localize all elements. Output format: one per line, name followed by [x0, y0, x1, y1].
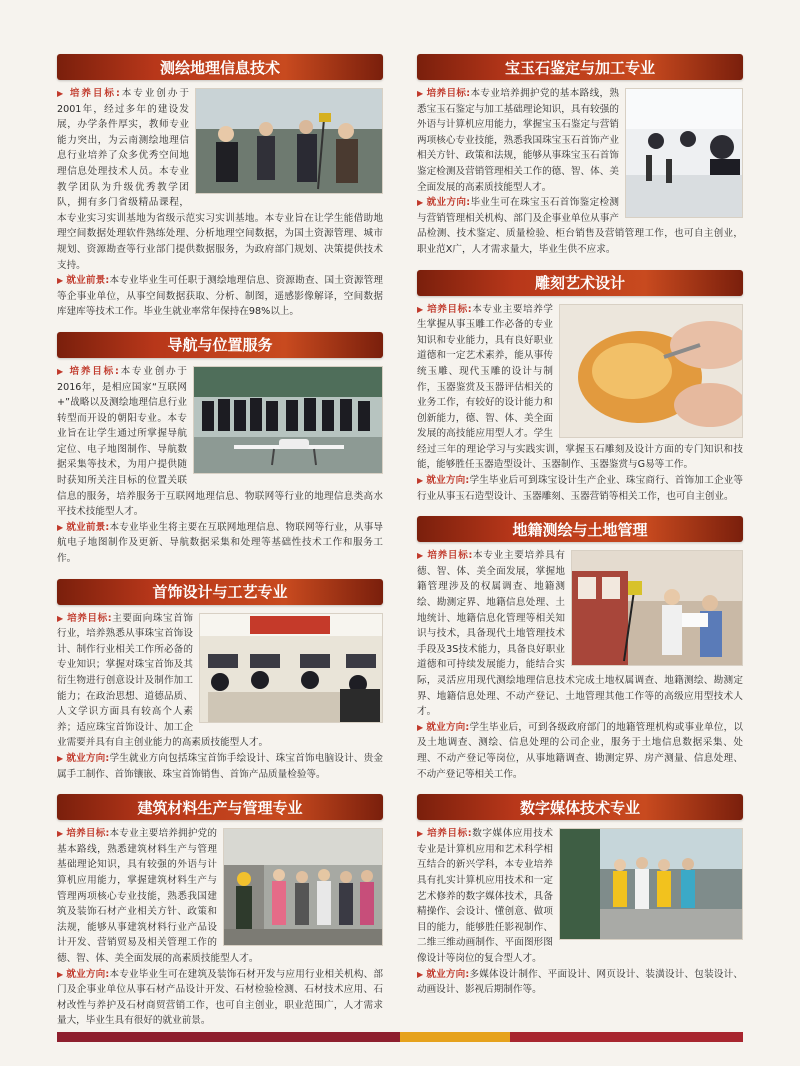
section-title: 建筑材料生产与管理专业	[57, 794, 383, 820]
text-direction: 学生就业方向包括珠宝首饰手绘设计、珠宝首饰电脑设计、贵金属手工制作、首饰镶嵌、珠宝首饰销售、首饰产品质量检验等。	[57, 752, 384, 780]
photo-land-survey	[571, 550, 743, 666]
section-diaoke	[417, 270, 743, 505]
text-outlook: 本专业毕业生将主要在互联网地理信息、物联网等行业，从事导航电子地图制作及更新、导航数据采集和处理等基础性技术工作和服务工作。	[57, 521, 384, 565]
section-body	[417, 302, 743, 505]
label-goal: ▶ 培养目标:	[417, 304, 472, 315]
label-direction: ▶ 就业方向:	[417, 722, 469, 733]
text-goal: 本专业主要培养拥护党的基本路线，熟悉建筑材料生产与管理基础理论知识，具有较强的外语与计算机应用能力，掌握建筑材料生产与管理两项核心专业技能，熟悉我国建筑及装饰石材产业相关方针、政策和法规，能够从事建筑材料行业产品设计开发、营销贸易及相关管理工作的德、智、体、美全面发展的高素质技能型人才。	[57, 828, 259, 964]
section-shuzi	[417, 794, 743, 998]
label-outlook: ▶ 就业前景:	[57, 522, 109, 533]
text-goal: 本专业创办于2016年，是相应国家“互联网+”战略以及测绘地理信息行业转型而开设的朝阳专业。本专业旨在让学生通过所掌握导航定位、电子地图制作、导航数据采集等技术，为用户提供随时获知所关注目标的位置关联信息的服务，培养服务于互联网地理信息、物联网等行业的地理信息类高水平技术技能型人才。	[57, 365, 383, 518]
section-title: 测绘地理信息技术	[57, 54, 383, 80]
label-goal: ▶ 培养目标:	[417, 828, 472, 839]
label-goal: ▶ 培养目标:	[57, 613, 112, 624]
text-goal: 本专业主要培养学生掌握从事玉雕工作必备的专业知识和专业能力，具有良好职业道德和一定艺术素养，能从事传统玉雕、现代玉雕的设计与制作，玉器鉴赏及玉器评估相关的业务工作，有较好的设计能力和创新能力，德、智、体、美全面发展的高技能应用型人才。学生经过三年的理论学习与实践实训，掌握玉石雕刻及设计方面的专门知识和技能，能够胜任玉器造型设计、玉器制作、玉器鉴赏与G易等工作。	[417, 303, 743, 471]
label-goal: ▶ 培养目标:	[417, 550, 472, 561]
footer-color-bar	[57, 1032, 743, 1042]
section-diji	[417, 516, 743, 782]
text-direction: 学生毕业后可到珠宝设计生产企业、珠宝商行、首饰加工企业等行业从事玉石造型设计、玉器雕刻、玉器营销等相关工作，也可自主创业。	[417, 475, 744, 502]
section-body	[57, 611, 383, 783]
section-shoushi	[57, 579, 383, 783]
section-body	[417, 826, 743, 998]
section-body	[57, 86, 383, 320]
label-direction: ▶ 就业方向:	[417, 969, 469, 980]
label-goal: ▶ 培养目标:	[417, 88, 470, 99]
photo-jade-carving	[559, 304, 743, 438]
photo-surveying-class	[195, 88, 383, 194]
text-outlook: 本专业毕业生可任职于测绘地理信息、资源勘查、国土资源管理等企事业单位，从事空间数据获取、分析、制图，遥感影像解译，空间数据库建库等技术工作。毕业生就业率常年保持在98%以上。	[57, 275, 384, 318]
section-title: 导航与位置服务	[57, 332, 383, 358]
photo-drone-group	[193, 366, 383, 474]
section-daohang	[57, 332, 383, 567]
text-goal: 本专业主要培养具有德、智、体、美全面发展，掌握地籍管理涉及的权属调查、地籍测绘、勘测定界、地籍信息处理、土地统计、地籍信息化管理等相关知识与技术，具备现代土地管理技术手段及3S技术能力，具备良好职业道德和可持续发展能力，能结合实际，灵活应用现代测绘地理信息技术完成土地权属调查、地籍测绘、勘测定界、地籍信息处理、不动产登记、土地管理其他工作等的高级应用型技术人才。	[417, 550, 743, 718]
section-body	[417, 548, 743, 782]
section-title: 首饰设计与工艺专业	[57, 579, 383, 605]
text-goal: 本专业创办于2001年，经过多年的建设发展，办学条件厚实，教师专业能力突出，为云南测绘地理信息行业培养了众多优秀空间地理信息处理技术人员。本专业教学团队为升级优秀教学团队，拥有多门省级精品课程，本专业实习实训基地为省级示范实习实训基地。本专业旨在让学生能借助地理空间数据处理软件熟练处理、分析地理空间数据，为国土资源管理、城市规划、资源勘查等行业部门提供数据服务，为政府部门规划、决策提供技术支持。	[57, 88, 383, 271]
text-direction: 毕业生可在珠宝玉石首饰鉴定检测与营销管理相关机构、部门及企事业单位从事产品检测、技术鉴定、质量检验、柜台销售及营销管理工作，也可自主创业，职业范X广，人才需求量大，毕业生供不应求。	[417, 197, 743, 255]
section-body	[57, 364, 383, 567]
photo-gem-microscope	[625, 88, 743, 218]
text-goal: 数字媒体应用技术专业是计算机应用和艺术科学相互结合的新兴学科，本专业培养具有扎实计算机应用技术和一定艺术修养的数字媒体技术，具备精操作、会设计、懂创意、做项目的能力，能够胜任影视制作、二维三维动画制作、平面图形图像设计等岗位的复合型人才。	[417, 828, 553, 964]
photo-jewelry-classroom	[199, 613, 383, 723]
section-title: 宝玉石鉴定与加工专业	[417, 54, 743, 80]
label-goal: ▶ 培养目标:	[57, 828, 109, 839]
section-title: 地籍测绘与土地管理	[417, 516, 743, 542]
photo-digital-media-group	[559, 828, 743, 940]
label-direction: ▶ 就业方向:	[57, 753, 109, 764]
section-baoshi	[417, 54, 743, 258]
label-goal: ▶ 培养目标:	[57, 88, 120, 99]
section-title: 雕刻艺术设计	[417, 270, 743, 296]
label-direction: ▶ 就业方向:	[417, 475, 469, 486]
section-jiancai	[57, 794, 383, 1029]
text-direction: 多媒体设计制作、平面设计、网页设计、装潢设计、包装设计、动画设计、影视后期制作等。	[417, 968, 744, 996]
label-direction: ▶ 就业方向:	[417, 197, 470, 208]
section-title: 数字媒体技术专业	[417, 794, 743, 820]
left-column	[57, 54, 383, 1041]
section-cehui	[57, 54, 383, 320]
text-direction: 本专业毕业生可在建筑及装饰石材开发与应用行业相关机构、部门及企事业单位从事石材产品设计开发、石材检验检测、石材技术应用、石材改性与养护及石材商贸营销工作，也可自主创业，职业范围广，人才需求量大，毕业生具有很好的就业前景。	[57, 968, 384, 1027]
section-body	[57, 826, 383, 1029]
label-direction: ▶ 就业方向:	[57, 969, 109, 980]
section-body	[417, 86, 743, 258]
label-goal: ▶ 培养目标:	[57, 366, 119, 377]
right-column	[417, 54, 743, 1010]
text-goal: 本专业培养拥护党的基本路线，熟悉宝玉石鉴定与加工基础理论知识，具有较强的外语与计算机应用能力，掌握宝玉石鉴定与营销两项核心专业技能，熟悉我国珠宝玉石首饰产业相关方针、政策和法规，能够从事珠宝玉石首饰鉴定检测及营销管理相关工作的德、智、体、美全面发展的高素质技能型人才。	[417, 88, 620, 193]
text-goal: 主要面向珠宝首饰行业，培养熟悉从事珠宝首饰设计、制作行业相关工作所必备的专业知识；掌握对珠宝首饰及其衍生物进行创意设计及制作加工能力；在政治思想、道德品质、人文学识方面具有较高个人素养；适应珠宝首饰设计、加工企业需要并具有自主创业能力的高素质技能型人才。	[57, 612, 269, 749]
label-outlook: ▶ 就业前景:	[57, 275, 109, 286]
text-direction: 学生毕业后，可到各级政府部门的地籍管理机构或事业单位，以及土地调查、测绘、信息处理的公司企业，服务于土地信息数据采集、处理、不动产登记等岗位，从事地籍调查、勘测定界、房产测量、信息处理、不动产登记等相关工作。	[417, 721, 744, 780]
photo-construction-site	[223, 828, 383, 946]
